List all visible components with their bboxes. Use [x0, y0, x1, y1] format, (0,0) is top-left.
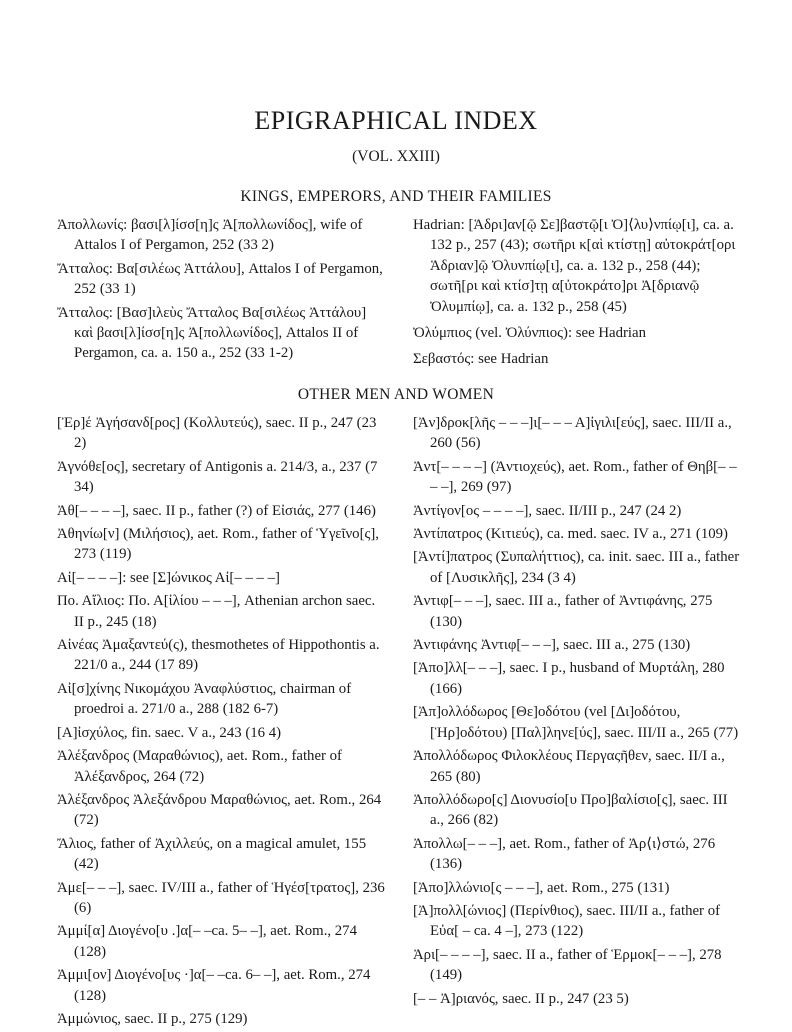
- index-entry: Σεβαστός: see Hadrian: [413, 351, 549, 368]
- index-entry: Ἀπολλόδωρο[ς] Διονυσίο[υ Προ]βαλίσιο[ς], saec. III a., 266 (82): [413, 791, 728, 829]
- index-entry: Ἀμε[– – –], saec. IV/III a., father of Ἡγέσ[τρατος], 236 (6): [57, 879, 385, 916]
- other-left-column: [57, 413, 387, 1032]
- page-title: EPIGRAPHICAL INDEX: [254, 106, 538, 135]
- index-entry: Ἀθ[– – – –], saec. II p., father (?) of Εἰσιάς, 277 (146): [57, 502, 376, 519]
- index-entry: Αἰ[– – – –]: see [Σ]ώνικος Αἰ[– – – –]: [57, 569, 280, 586]
- index-entry: Ἀμμί[α] Διογένο[υ .]α[– –ca. 5– –], aet. Rom., 274 (128): [57, 923, 357, 960]
- index-entry: Ἀντιφάνης Ἀντιφ[– – –], saec. III a., 275 (130): [413, 637, 691, 654]
- section-heading-kings: KINGS, EMPERORS, AND THEIR FAMILIES: [240, 188, 552, 205]
- volume-label: (VOL. XXIII): [352, 148, 440, 165]
- index-entry: Ἀμμώνιος, saec. II p., 275 (129): [57, 1010, 248, 1027]
- index-entry: Ἀπολλόδωρος Φιλοκλέους Περγαςῆθεν, saec. II/I a., 265 (80): [413, 748, 725, 785]
- index-entry: [Ἀπο]λλ[– – –], saec. I p., husband of Μυρτάλη, 280 (166): [413, 660, 725, 697]
- kings-right-column: [413, 215, 743, 373]
- index-entry: Ἀντίπατρος (Κιτιεύς), ca. med. saec. IV a., 271 (109): [413, 526, 728, 543]
- other-right-column: [413, 413, 743, 1012]
- index-entry: Αἰ[σ]χίνης Νικομάχου Ἀναφλύστιος, chairman of proedroi a. 271/0 a., 288 (182 6-7): [57, 680, 352, 718]
- index-entry: Ἄτταλος: Βα[σιλέως Ἀττάλου], Attalos I of Pergamon, 252 (33 1): [57, 260, 383, 298]
- index-entry: [Ἀ]πολλ[ώνιος] (Περίνθιος), saec. III/II a., father of Εὐα[ – ca. 4 –], 273 (122): [413, 902, 721, 940]
- index-entry: Ἀλέξανδρος Ἀλεξάνδρου Μαραθώνιος, aet. Rom., 264 (72): [57, 791, 382, 829]
- index-entry: [– – Ἀ]ριανός, saec. II p., 247 (23 5): [413, 990, 629, 1007]
- index-entry: [Ἀντί]πατρος (Συπαλήττιος), ca. init. saec. III a., father of [Λυσικλῆς], 234 (3 4): [413, 549, 740, 586]
- index-entry: Ἀπολλω[– – –], aet. Rom., father of Ἀρ⟨ι⟩στώ, 276 (136): [413, 835, 716, 873]
- index-entry: Ἀντιφ[– – –], saec. III a., father of Ἀντιφάνης, 275 (130): [413, 593, 713, 630]
- index-entry: Ἀλέξανδρος (Μαραθώνιος), aet. Rom., father of Ἀλέξανδρος, 264 (72): [57, 748, 342, 785]
- index-entry: Πο. Αἴλιος: Πο. Α[ἰλίου – – –], Athenian archon saec. II p., 245 (18): [57, 593, 376, 630]
- index-entry: Ἀγνόθε[ος], secretary of Antigonis a. 214/3, a., 237 (7 34): [57, 458, 378, 496]
- index-entry: Ἀντίγον[ος – – – –], saec. II/III p., 247 (24 2): [413, 502, 682, 519]
- kings-left-column: [57, 215, 387, 367]
- index-entry: Ἀντ[– – – –] (Ἀντιοχεύς), aet. Rom., father of Θηβ[– – – –], 269 (97): [413, 458, 737, 496]
- index-entry: Ὀλύμπιος (vel. Ὀλύνπιος): see Hadrian: [413, 325, 647, 342]
- index-entry: Ἄλιος, father of Ἀχιλλεύς, on a magical amulet, 155 (42): [57, 835, 367, 873]
- index-entry: [Ἀν]δροκ[λῆς – – –]ι[– – – Α]ἰγιλι[εύς], saec. III/II a., 260 (56): [413, 415, 732, 452]
- section-heading-other: OTHER MEN AND WOMEN: [297, 386, 495, 403]
- index-entry: [Ἀπο]λλώνιο[ς – – –], aet. Rom., 275 (131): [413, 879, 670, 896]
- index-entry: Hadrian: [Ἁδρι]αν[ῷ Σε]βαστῷ[ι Ὀ]⟨λυ⟩νπίῳ[ι], ca. a. 132 p., 257 (43); σωτῆρι κ[αὶ κτίστῃ] αὐτοκράτ[ορι Ἁδριαν]ῷ Ὀλυνπίῳ[ι], ca. a. 132 p., 258 (44); σωτῆ[ρι καὶ κτίσ]τῃ α[ὐτοκράτο]ρι Ἀ[δριανῷ Ὀλυμπίῳ], ca. a. 132 p., 258 (45): [413, 217, 736, 315]
- index-entry: [Ἀπ]ολλόδωρος [Θε]οδότου (vel [Δι]οδότου, [Ἡρ]οδότου) [Παλ]ληνε[ύς], saec. III/II a., 265 (77): [413, 704, 739, 741]
- index-entry: [Ἐρ]έ Ἀγήσανδ[ρος] (Κολλυτεύς), saec. II p., 247 (23 2): [57, 415, 377, 452]
- index-entry: Ἄτταλος: [Βασ]ιλεὺς Ἄτταλος Βα[σιλέως Ἀττάλου] καὶ βασι[λ]ίσσ[η]ς Ἀ[πολλωνίδος], Attalos II of Pergamon, ca. a. 150 a., 252 (33 1-2): [57, 304, 367, 362]
- index-entry: [Α]ἰσχύλος, fin. saec. V a., 243 (16 4): [57, 724, 282, 741]
- index-entry: Ἀπολλωνίς: βασι[λ]ίσσ[η]ς Ἀ[πολλωνίδος], wife of Attalos I of Pergamon, 252 (33 2): [57, 217, 363, 254]
- index-entry: Ἀθηνίω[ν] (Μιλήσιος), aet. Rom., father of Ὑγεῖνο[ς], 273 (119): [57, 526, 379, 563]
- index-entry: Ἀμμι[ον] Διογένο[υς ·]α[– –ca. 6– –], aet. Rom., 274 (128): [57, 967, 371, 1004]
- index-entry: Ἀρι[– – – –], saec. II a., father of Ἑρμοκ[– – –], 278 (149): [413, 946, 722, 984]
- index-entry: Αἰνέας Ἀμαξαντεύ(ς), thesmothetes of Hippothontis a. 221/0 a., 244 (17 89): [57, 637, 380, 674]
